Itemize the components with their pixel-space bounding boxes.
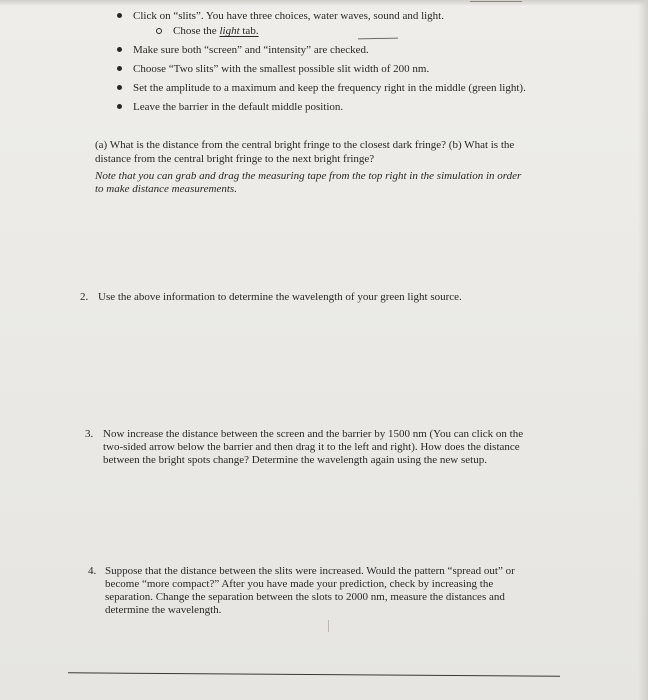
question-1-note: to make distance measurements.: [95, 183, 237, 195]
question-4-line: Suppose that the distance between the slits were increased. Would the pattern “spread out” or: [105, 565, 515, 577]
pencil-mark: [328, 620, 329, 632]
question-3-line: Now increase the distance between the screen and the barrier by 1500 nm (You can click on the: [103, 428, 524, 440]
question-4-line: become “more compact?” After you have made your prediction, check by increasing the: [105, 578, 494, 590]
sub-bullet-suffix: tab.: [239, 25, 259, 37]
question-1-note: Note that you can grab and drag the measuring tape from the top right in the simulation in order: [95, 170, 522, 182]
top-rule: [470, 1, 522, 2]
instruction-bullet: Set the amplitude to a maximum and keep the frequency right in the middle (green light).: [133, 82, 526, 94]
circle-bullet-icon: [156, 28, 162, 34]
instruction-sub-bullet: [173, 25, 259, 37]
question-2-number: 2.: [80, 291, 89, 303]
sub-bullet-prefix: Chose the: [173, 25, 220, 37]
bullet-dot-icon: [117, 85, 122, 90]
question-4-line: determine the wavelength.: [105, 604, 222, 616]
bottom-rule: [68, 672, 560, 676]
question-3-line: two-sided arrow below the barrier and then drag it to the left and right). How does the distance: [103, 441, 520, 453]
instruction-bullet: Leave the barrier in the default middle position.: [133, 101, 344, 113]
question-1-line: (a) What is the distance from the central bright fringe to the closest dark fringe? (b) What is the: [95, 139, 515, 151]
instruction-bullet: Click on “slits”. You have three choices, water waves, sound and light.: [133, 10, 444, 22]
question-3-line: between the bright spots change? Determine the wavelength again using the new setup.: [103, 454, 487, 466]
top-shadow: [0, 0, 648, 6]
question-2-text: Use the above information to determine the wavelength of your green light source.: [98, 291, 462, 303]
question-1-line: distance from the central bright fringe to the next bright fringe?: [95, 153, 375, 165]
question-3-number: 3.: [85, 428, 94, 440]
bullet-dot-icon: [117, 47, 122, 52]
pen-mark: [358, 38, 398, 40]
bullet-dot-icon: [117, 66, 122, 71]
instruction-bullet: Make sure both “screen” and “intensity” are checked.: [133, 44, 369, 56]
bullet-dot-icon: [117, 13, 122, 18]
question-4-line: separation. Change the separation between the slots to 2000 nm, measure the distances and: [105, 591, 505, 603]
right-edge-shadow: [638, 0, 648, 700]
bullet-dot-icon: [117, 104, 122, 109]
sub-bullet-emphasis: light: [219, 25, 240, 37]
question-4-number: 4.: [88, 565, 97, 577]
instruction-bullet: Choose “Two slits” with the smallest possible slit width of 200 nm.: [133, 63, 430, 75]
